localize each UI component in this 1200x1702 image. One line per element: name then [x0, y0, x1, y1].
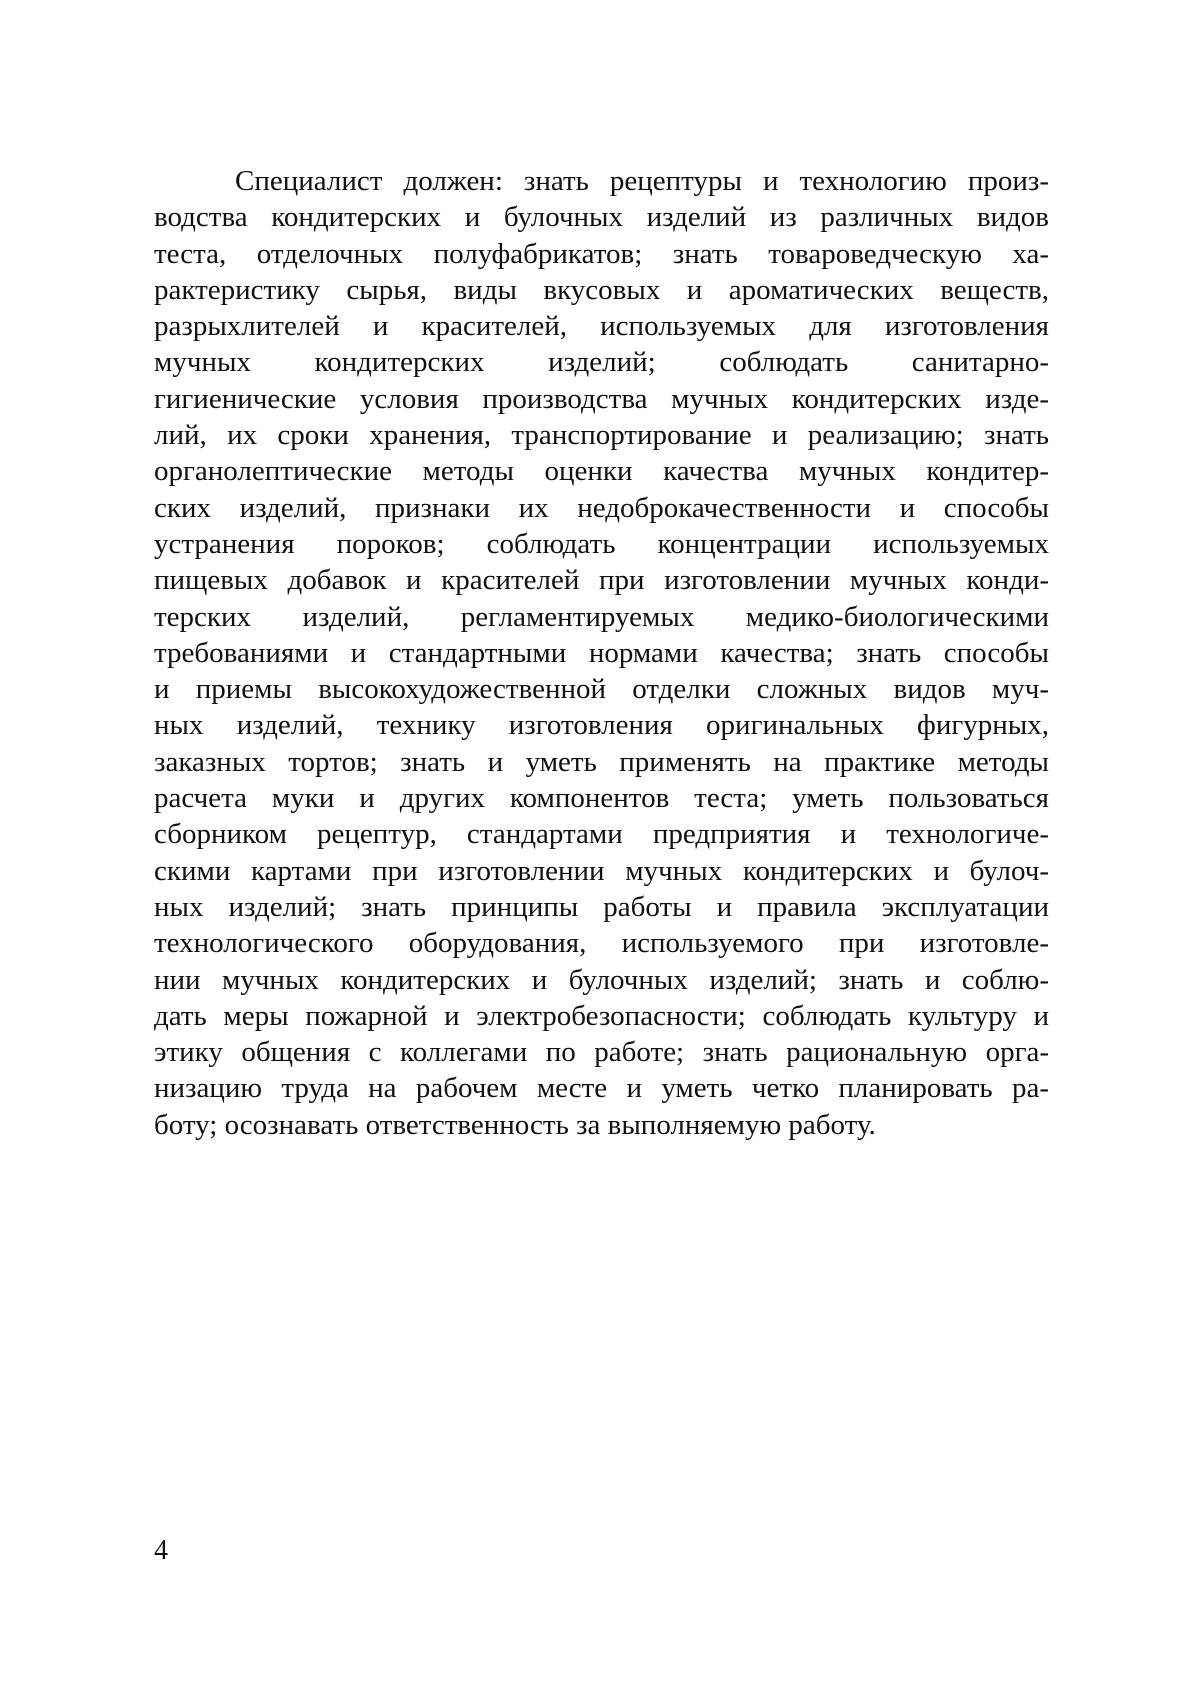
- paragraph-line: дать меры пожарной и электробезопасности; соблюдать культуру и: [154, 999, 1049, 1032]
- page-number: 4: [154, 1535, 168, 1566]
- paragraph-line: ских изделий, признаки их недоброкачественности и способы: [154, 491, 1049, 524]
- paragraph-line: нии мучных кондитерских и булочных изделий; знать и соблю-: [154, 963, 1049, 996]
- paragraph-line: расчета муки и других компонентов теста; уметь пользоваться: [154, 782, 1049, 815]
- paragraph-line: требованиями и стандартными нормами качества; знать способы: [154, 636, 1049, 669]
- paragraph-line: терских изделий, регламентируемых медико-биологическими: [154, 600, 1049, 633]
- paragraph-line: и приемы высокохудожественной отделки сложных видов муч-: [154, 673, 1049, 706]
- paragraph-line: боту; осознавать ответственность за выполняемую работу.: [154, 1108, 876, 1141]
- paragraph-line: гигиенические условия производства мучных кондитерских изде-: [154, 382, 1049, 415]
- paragraph-line: лий, их сроки хранения, транспортирование и реализацию; знать: [154, 419, 1049, 452]
- paragraph-line: разрыхлителей и красителей, используемых для изготовления: [154, 310, 1049, 343]
- paragraph-line: скими картами при изготовлении мучных кондитерских и булоч-: [154, 854, 1049, 887]
- paragraph-line: этику общения с коллегами по работе; знать рациональную орга-: [154, 1036, 1049, 1069]
- paragraph-line: рактеристику сырья, виды вкусовых и ароматических веществ,: [154, 273, 1049, 306]
- paragraph-line: сборником рецептур, стандартами предприятия и технологиче-: [154, 818, 1049, 851]
- paragraph-line: низацию труда на рабочем месте и уметь четко планировать ра-: [154, 1072, 1049, 1105]
- paragraph-line: ных изделий; знать принципы работы и правила эксплуатации: [154, 890, 1049, 923]
- paragraph-line: органолептические методы оценки качества мучных кондитер-: [154, 455, 1049, 488]
- paragraph-line: пищевых добавок и красителей при изготовлении мучных конди-: [154, 564, 1049, 597]
- paragraph-line: мучных кондитерских изделий; соблюдать санитарно-: [154, 346, 1049, 379]
- paragraph-line: Специалист должен: знать рецептуры и технологию произ-: [235, 165, 1049, 197]
- paragraph-line: теста, отделочных полуфабрикатов; знать товароведческую ха-: [154, 237, 1049, 270]
- paragraph-line: технологического оборудования, используемого при изготовле-: [154, 927, 1049, 960]
- paragraph-line: устранения пороков; соблюдать концентрации используемых: [154, 527, 1049, 560]
- body-paragraph: [154, 163, 1049, 1143]
- paragraph-line: водства кондитерских и булочных изделий из различных видов: [154, 201, 1049, 234]
- paragraph-line: ных изделий, технику изготовления оригинальных фигурных,: [154, 709, 1049, 742]
- paragraph-line: заказных тортов; знать и уметь применять на практике методы: [154, 745, 1049, 778]
